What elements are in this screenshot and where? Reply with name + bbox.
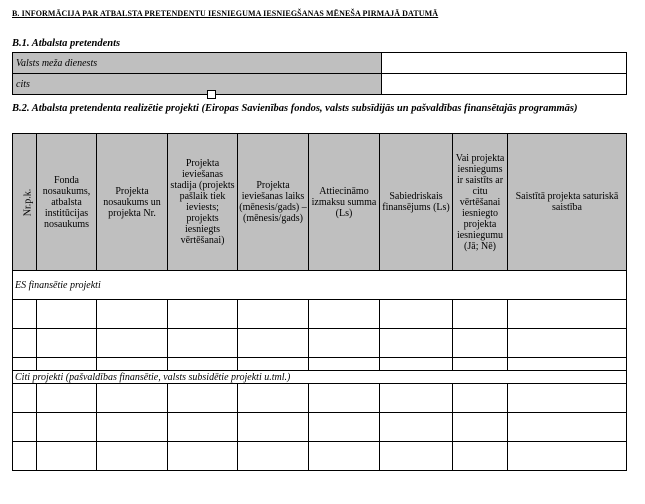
- table-cell[interactable]: [309, 358, 380, 371]
- group-row-other: [13, 371, 627, 384]
- table-cell[interactable]: [309, 300, 380, 329]
- applicant-type-table: [12, 52, 627, 95]
- group-label-other: Citi projekti (pašvaldības finansētie, valsts subsidētie projekti u.tml.): [13, 371, 627, 384]
- table-row: [13, 329, 627, 358]
- table-cell[interactable]: [238, 413, 309, 442]
- checkbox-icon[interactable]: [207, 90, 216, 99]
- column-header-nr: Nr.p.k.: [13, 134, 37, 271]
- table-cell[interactable]: [37, 300, 97, 329]
- table-cell[interactable]: [508, 300, 627, 329]
- table-cell[interactable]: [380, 442, 453, 471]
- projects-header-row: [13, 134, 627, 271]
- table-cell[interactable]: [168, 384, 238, 413]
- table-cell[interactable]: [13, 300, 37, 329]
- table-cell[interactable]: [13, 329, 37, 358]
- table-cell[interactable]: [380, 413, 453, 442]
- column-header-project-name: Projekta nosaukums un projekta Nr.: [97, 134, 168, 271]
- table-cell[interactable]: [13, 358, 37, 371]
- column-header-stage: Projekta ieviešanas stadija (projekts pašlaik tiek ieviests; projekts iesniegts vērtēšanai): [168, 134, 238, 271]
- table-cell[interactable]: [453, 358, 508, 371]
- table-cell[interactable]: [380, 358, 453, 371]
- table-cell[interactable]: [97, 358, 168, 371]
- table-cell[interactable]: [13, 442, 37, 471]
- table-cell[interactable]: [37, 442, 97, 471]
- table-cell[interactable]: [453, 413, 508, 442]
- table-cell[interactable]: [37, 413, 97, 442]
- applicant-value-field[interactable]: [382, 53, 627, 74]
- table-cell[interactable]: [508, 358, 627, 371]
- column-header-fund: Fonda nosaukums, atbalsta institūcijas nosaukums: [37, 134, 97, 271]
- table-cell[interactable]: [508, 413, 627, 442]
- table-cell[interactable]: [168, 300, 238, 329]
- projects-table: [12, 133, 627, 471]
- table-cell[interactable]: [13, 413, 37, 442]
- table-cell[interactable]: [37, 329, 97, 358]
- column-header-related: Vai projekta iesniegums ir saistīts ar citu vērtēšanai iesniegto projekta iesniegumu (Jā; Nē): [453, 134, 508, 271]
- table-cell[interactable]: [309, 329, 380, 358]
- applicant-row: [13, 74, 627, 95]
- table-cell[interactable]: [238, 358, 309, 371]
- column-header-public-funding: Sabiedriskais finansējums (Ls): [380, 134, 453, 271]
- table-cell[interactable]: [37, 358, 97, 371]
- table-row: [13, 300, 627, 329]
- applicant-label: Valsts meža dienests: [13, 53, 382, 74]
- table-cell[interactable]: [508, 442, 627, 471]
- column-header-eligible-costs: Attiecināmo izmaksu summa (Ls): [309, 134, 380, 271]
- table-cell[interactable]: [453, 442, 508, 471]
- applicant-value-field[interactable]: [382, 74, 627, 95]
- table-row: [13, 442, 627, 471]
- table-cell[interactable]: [380, 300, 453, 329]
- table-cell[interactable]: [238, 300, 309, 329]
- table-cell[interactable]: [309, 413, 380, 442]
- table-cell[interactable]: [97, 413, 168, 442]
- table-cell[interactable]: [238, 384, 309, 413]
- section-b2-heading: B.2. Atbalsta pretendenta realizētie projekti (Eiropas Savienības fondos, valsts subsīdijās un pašvaldības finansētajās programmās): [12, 103, 578, 114]
- table-cell[interactable]: [13, 384, 37, 413]
- document-title: B. INFORMĀCIJA PAR ATBALSTA PRETENDENTU IESNIEGUMA IESNIEGŠANAS MĒNEŠA PIRMAJĀ DATUMĀ: [12, 9, 439, 18]
- table-cell[interactable]: [309, 442, 380, 471]
- table-cell[interactable]: [37, 384, 97, 413]
- table-cell[interactable]: [508, 384, 627, 413]
- table-cell[interactable]: [380, 384, 453, 413]
- group-row-eu: [13, 271, 627, 300]
- table-cell[interactable]: [97, 300, 168, 329]
- table-cell[interactable]: [168, 329, 238, 358]
- column-header-period: Projekta ieviešanas laiks (mēnesis/gads) – (mēnesis/gads): [238, 134, 309, 271]
- applicant-row: [13, 53, 627, 74]
- table-cell[interactable]: [508, 329, 627, 358]
- table-cell[interactable]: [97, 384, 168, 413]
- column-header-relation: Saistītā projekta saturiskā saistība: [508, 134, 627, 271]
- table-cell[interactable]: [453, 384, 508, 413]
- table-row: [13, 384, 627, 413]
- section-b1-heading: B.1. Atbalsta pretendents: [12, 38, 121, 49]
- group-label-eu: ES finansētie projekti: [13, 271, 627, 300]
- table-cell[interactable]: [168, 442, 238, 471]
- table-cell[interactable]: [97, 442, 168, 471]
- table-row: [13, 358, 627, 371]
- table-cell[interactable]: [309, 384, 380, 413]
- table-cell[interactable]: [168, 358, 238, 371]
- table-row: [13, 413, 627, 442]
- table-cell[interactable]: [453, 300, 508, 329]
- table-cell[interactable]: [238, 329, 309, 358]
- table-cell[interactable]: [97, 329, 168, 358]
- table-cell[interactable]: [238, 442, 309, 471]
- table-cell[interactable]: [453, 329, 508, 358]
- table-cell[interactable]: [168, 413, 238, 442]
- applicant-label: cits: [13, 74, 382, 95]
- table-cell[interactable]: [380, 329, 453, 358]
